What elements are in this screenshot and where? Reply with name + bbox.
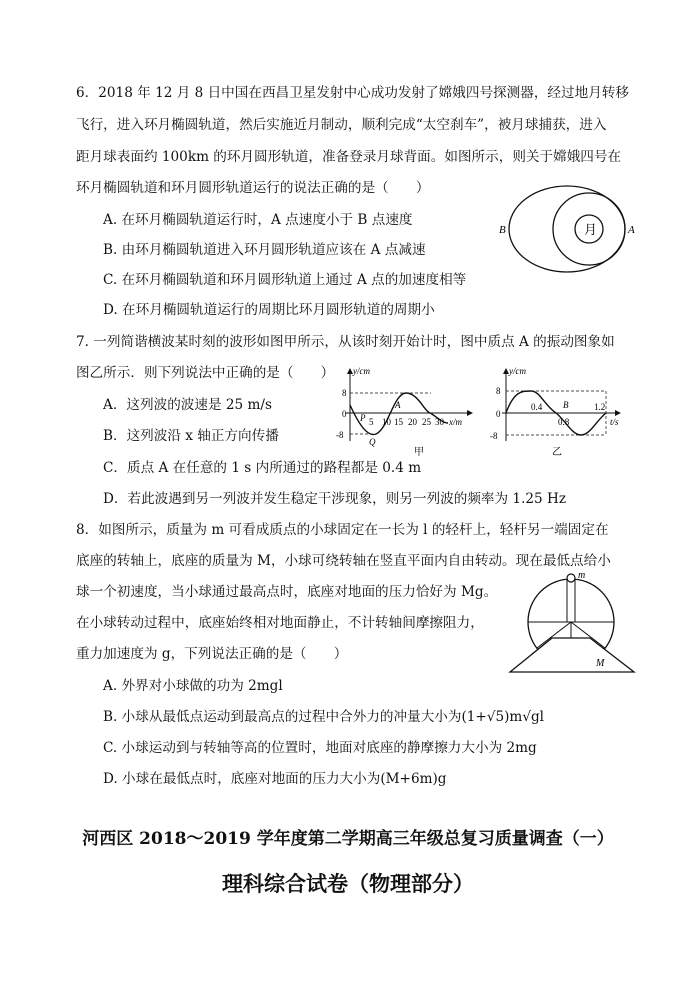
point-b-label: B (499, 224, 506, 236)
q6-option-b: B. 由环月椭圆轨道进入环月圆形轨道应该在 A 点减速 (103, 242, 426, 258)
q6-line-2: 飞行，进入环月椭圆轨道，然后实施近月制动，顺利完成“太空刹车”，被月球捕获，进入 (76, 117, 607, 133)
q7-line-2: 图乙所示．则下列说法中正确的是（ ） (76, 365, 335, 381)
q7-wave-figure-jia (336, 363, 476, 461)
x-tick-20: 20 (408, 417, 417, 427)
y-axis-label: y/cm (509, 366, 526, 376)
q6-option-a: A. 在环月椭圆轨道运行时，A 点速度小于 B 点速度 (103, 212, 413, 228)
base (510, 638, 634, 672)
q6-line-3: 距月球表面约 100km 的环月圆形轨道，准备登录月球背面。如图所示，则关于嫦娥四号在 (76, 149, 622, 165)
point-p-label: P (360, 413, 366, 423)
light-rod (567, 580, 575, 622)
y-tick-0: 0 (496, 409, 501, 419)
t-tick-0.4: 0.4 (531, 402, 543, 412)
figure-caption-yi: 乙 (552, 447, 562, 458)
t-tick-0.8: 0.8 (558, 417, 570, 427)
q6-line-4: 环月椭圆轨道和环月圆形轨道运行的说法正确的是（ ） (76, 180, 430, 196)
base-mass-label: M (596, 658, 605, 669)
y-tick-8: 8 (342, 388, 347, 398)
q8-line-2: 底座的转轴上，底座的质量为 M，小球可绕转轴在竖直平面内自由转动。现在最低点给小 (76, 553, 611, 569)
q8-rotating-ball-figure (506, 570, 640, 676)
q6-line-1: 6．2018 年 12 月 8 日中国在西昌卫星发射中心成功发射了嫦娥四号探测器，经过地月转移 (76, 85, 629, 101)
y-tick-neg8: -8 (490, 431, 498, 441)
y-tick-0: 0 (342, 409, 347, 419)
q8-line-3: 球一个初速度，当小球通过最高点时，底座对地面的压力恰好为 Mg。 (76, 584, 498, 600)
q7-option-c: C．质点 A 在任意的 1 s 内所通过的路程都是 0.4 m (103, 460, 422, 476)
point-a-label: A (628, 224, 635, 236)
q8-line-4: 在小球转动过程中，底座始终相对地面静止，不计转轴间摩擦阻力， (76, 615, 484, 631)
point-q-label: Q (369, 437, 376, 447)
q7-line-1: 7. 一列简谐横波某时刻的波形如图甲所示，从该时刻开始计时，图中质点 A 的振动图象如 (76, 334, 615, 350)
x-tick-10: 10 (382, 417, 391, 427)
t-tick-1.2: 1.2 (594, 402, 606, 412)
x-tick-15: 15 (394, 417, 403, 427)
point-b-label: B (563, 400, 569, 410)
q7-vibration-figure-yi (486, 363, 626, 461)
x-axis-label: x/m (449, 417, 462, 427)
q6-option-d: D. 在环月椭圆轨道运行的周期比环月圆形轨道的周期小 (103, 302, 435, 318)
figure-caption-jia: 甲 (414, 447, 424, 458)
point-a-label: A (395, 400, 401, 410)
ball (567, 574, 575, 582)
t-axis-label: t/s (610, 417, 619, 427)
q8-option-b: B. 小球从最低点运动到最高点的过程中合外力的冲量大小为(1+√5)m√gl (103, 709, 545, 725)
q8-line-1: 8．如图所示，质量为 m 可看成质点的小球固定在一长为 l 的轻杆上，轻杆另一端固定在 (76, 522, 609, 538)
q8-option-d: D. 小球在最低点时，底座对地面的压力大小为(M+6m)g (103, 771, 447, 787)
q7-option-d: D．若此波遇到另一列波并发生稳定干涉现象，则另一列波的频率为 1.25 Hz (103, 491, 567, 507)
x-tick-25: 25 (422, 417, 431, 427)
exam-subtitle: 理科综合试卷（物理部分） (222, 871, 474, 896)
exam-title: 河西区 2018～2019 学年度第二学期高三年级总复习质量调查（一） (82, 829, 614, 849)
y-axis-label: y/cm (353, 366, 370, 376)
moon-label: 月 (584, 222, 598, 237)
q6-orbit-figure (496, 180, 636, 280)
y-tick-neg8: -8 (336, 430, 344, 440)
x-tick-5: 5 (369, 417, 374, 427)
q6-option-c: C. 在环月椭圆轨道和环月圆形轨道上通过 A 点的加速度相等 (103, 272, 467, 288)
q7-option-a: A．这列波的波速是 25 m/s (103, 397, 272, 413)
q8-option-a: A. 外界对小球做的功为 2mgl (103, 678, 283, 694)
ball-mass-label: m (578, 570, 586, 581)
y-tick-8: 8 (496, 386, 501, 396)
q8-line-5: 重力加速度为 g，下列说法正确的是（ ） (76, 646, 348, 662)
x-tick-30: 30 (435, 417, 444, 427)
q8-option-c: C. 小球运动到与转轴等高的位置时，地面对底座的静摩擦力大小为 2mg (103, 740, 537, 756)
q7-option-b: B．这列波沿 x 轴正方向传播 (103, 428, 279, 444)
